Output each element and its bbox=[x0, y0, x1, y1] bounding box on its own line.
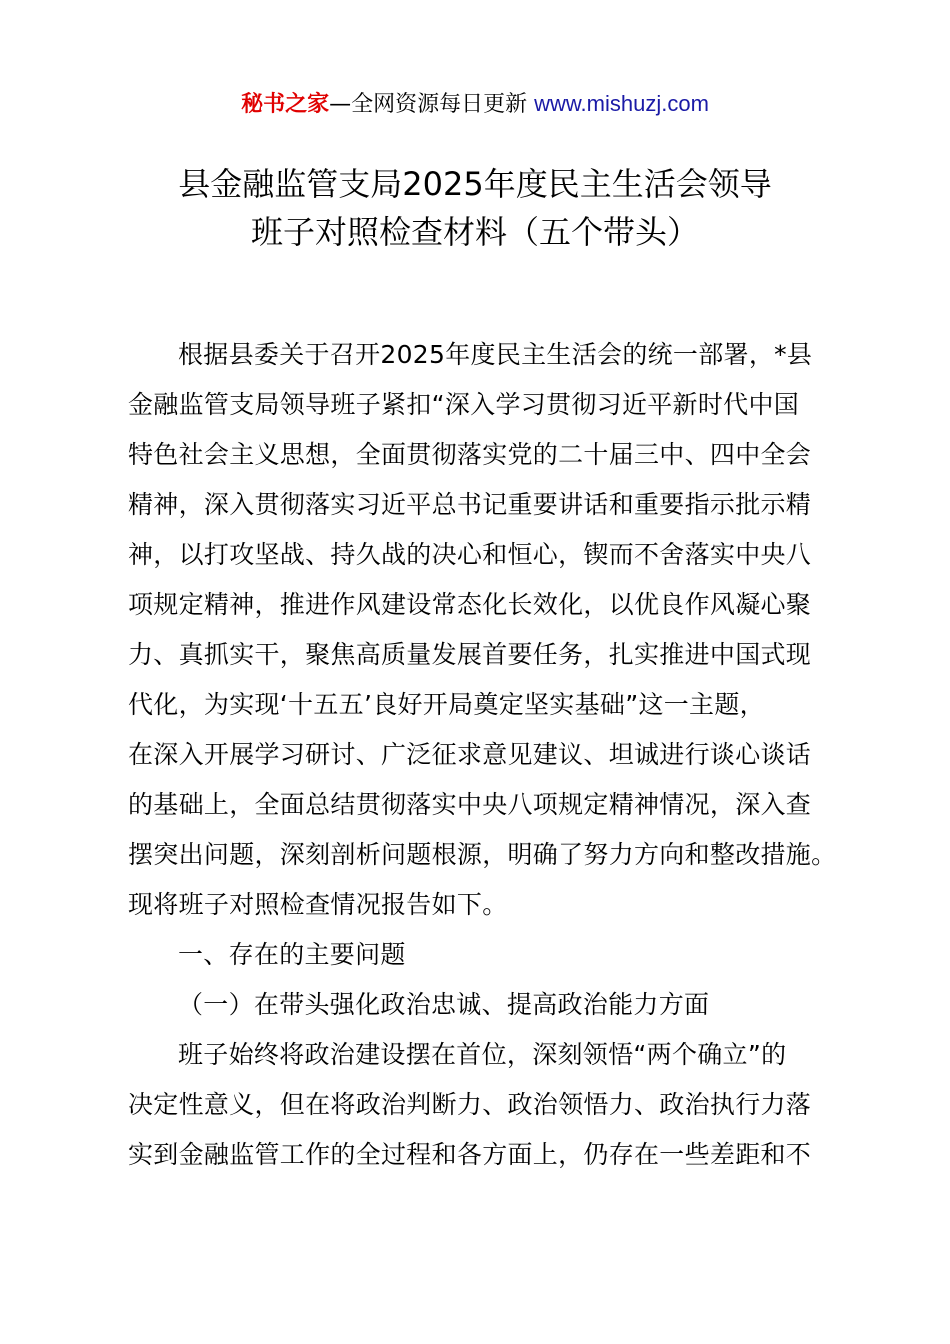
section-heading: 一、存在的主要问题 bbox=[178, 940, 406, 969]
body-line: 精神，深入贯彻落实习近平总书记重要讲话和重要指示批示精 bbox=[128, 490, 812, 519]
body-line: 神，以打攻坚战、持久战的决心和恒心，锲而不舍落实中央八 bbox=[128, 540, 812, 569]
body-line: 金融监管支局领导班子紧扣“深入学习贯彻习近平新时代中国 bbox=[128, 390, 800, 419]
body-line: 力、真抓实干，聚焦高质量发展首要任务，扎实推进中国式现 bbox=[128, 640, 812, 669]
title-line-1: 县金融监管支局2025年度民主生活会领导 bbox=[178, 165, 772, 203]
body-line: 代化，为实现‘十五五’良好开局奠定坚实基础”这一主题， bbox=[128, 690, 765, 719]
body-line: 在深入开展学习研讨、广泛征求意见建议、坦诚进行谈心谈话 bbox=[128, 740, 812, 769]
body-line: 特色社会主义思想，全面贯彻落实党的二十届三中、四中全会 bbox=[128, 440, 812, 469]
body-line: 实到金融监管工作的全过程和各方面上，仍存在一些差距和不 bbox=[128, 1140, 812, 1169]
body-line: 根据县委关于召开2025年度民主生活会的统一部署，*县 bbox=[178, 340, 813, 369]
header-slogan: —全网资源每日更新 bbox=[329, 92, 535, 117]
site-header bbox=[0, 88, 950, 121]
body-line: 项规定精神，推进作风建设常态化长效化，以优良作风凝心聚 bbox=[128, 590, 812, 619]
title-line-2: 班子对照检查材料（五个带头） bbox=[250, 213, 699, 251]
body-line: 决定性意义，但在将政治判断力、政治领悟力、政治执行力落 bbox=[128, 1090, 812, 1119]
brand-name: 秘书之家 bbox=[241, 92, 330, 117]
body-line: 摆突出问题，深刻剖析问题根源，明确了努力方向和整改措施。 bbox=[128, 840, 837, 869]
header-url[interactable]: www.mishuzj.com bbox=[534, 91, 709, 116]
body-line: 的基础上，全面总结贯彻落实中央八项规定精神情况，深入查 bbox=[128, 790, 812, 819]
body-line: 班子始终将政治建设摆在首位，深刻领悟“两个确立”的 bbox=[178, 1040, 787, 1069]
document-title bbox=[100, 160, 850, 256]
body-line: 现将班子对照检查情况报告如下。 bbox=[128, 890, 508, 919]
subsection-heading: （一）在带头强化政治忠诚、提高政治能力方面 bbox=[178, 990, 710, 1019]
document-body bbox=[128, 330, 837, 1180]
